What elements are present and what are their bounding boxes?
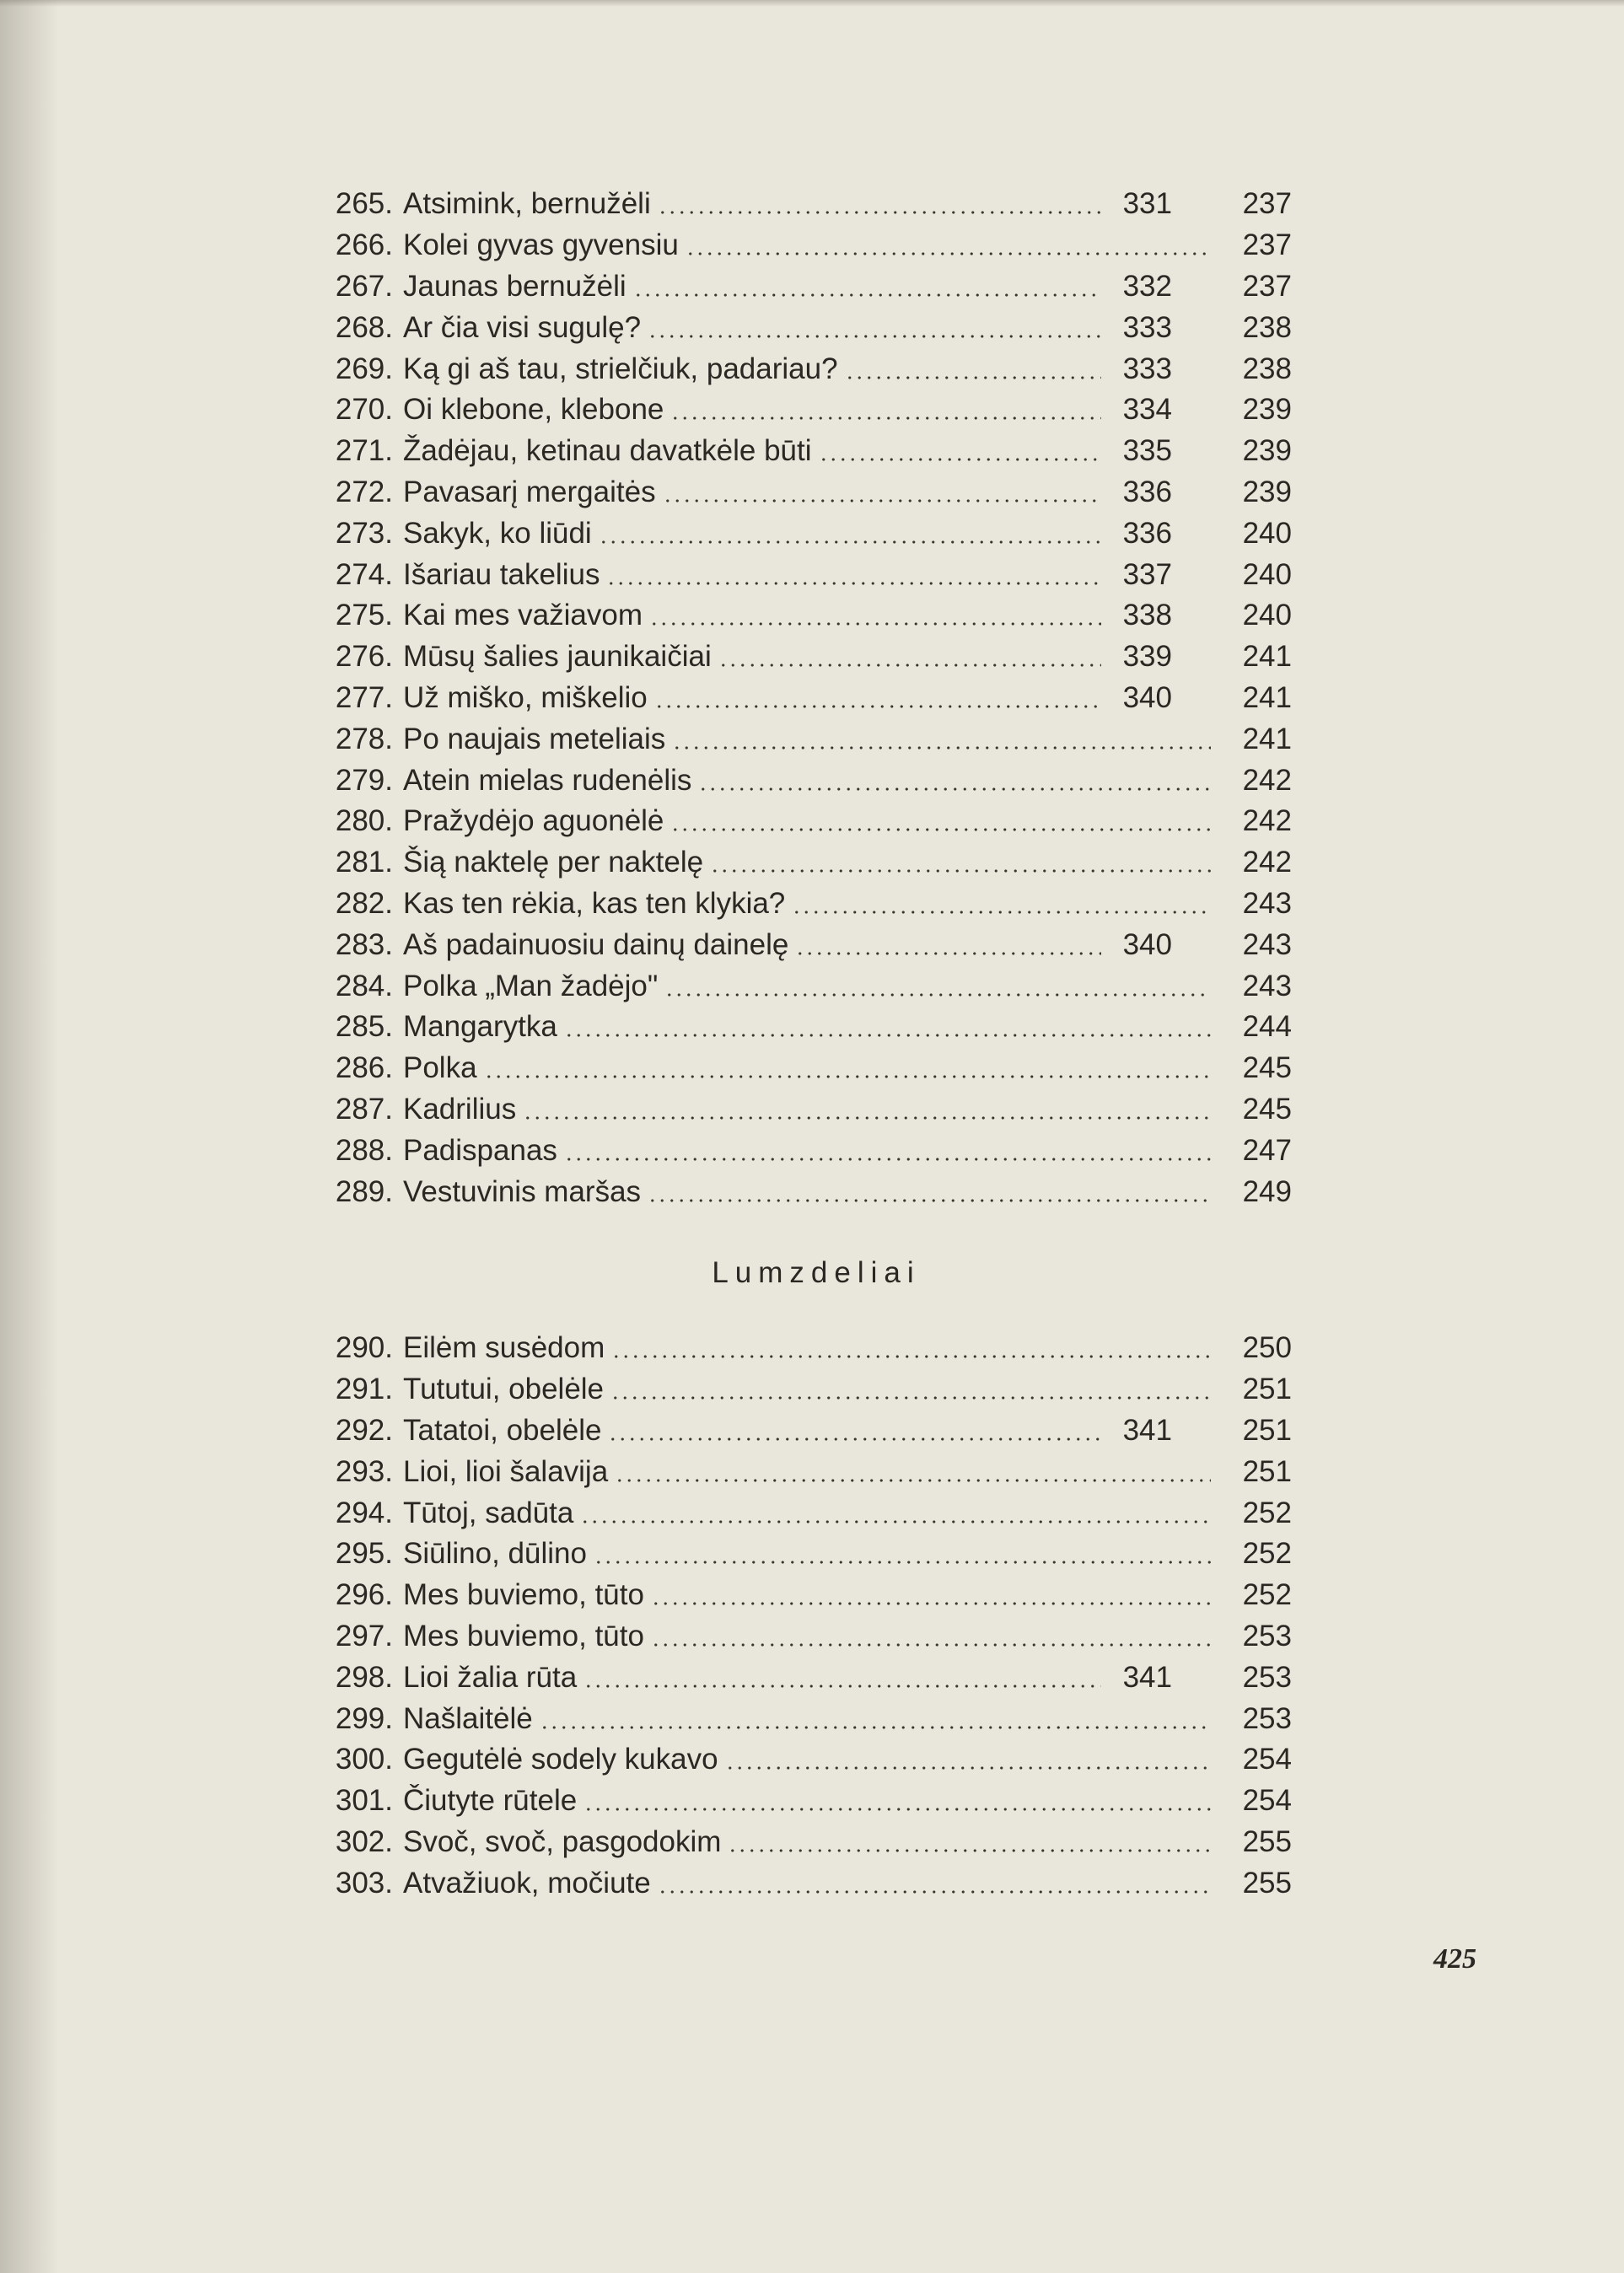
item-page: 243	[1242, 969, 1292, 1002]
dot-leader	[845, 373, 1101, 382]
item-number: 297.	[335, 1619, 393, 1652]
item-page: 253	[1242, 1660, 1292, 1694]
item-title: Kadrilius	[403, 1092, 517, 1126]
list-item	[314, 266, 1292, 308]
item-title: Mes buviemo, tūto	[403, 1578, 644, 1612]
list-item	[314, 1534, 1292, 1575]
list-item	[314, 390, 1292, 431]
item-page: 252	[1242, 1496, 1292, 1529]
item-number: 284.	[335, 969, 393, 1002]
item-page: 252	[1242, 1537, 1292, 1571]
item-reference-page: 336	[1122, 475, 1172, 508]
list-item	[314, 348, 1292, 390]
item-page: 241	[1242, 680, 1292, 714]
list-item	[314, 637, 1292, 678]
item-page: 239	[1242, 475, 1292, 508]
item-title: Tūtoj, sadūta	[403, 1496, 574, 1529]
item-title: Kai mes važiavom	[403, 599, 643, 632]
item-reference-page: 333	[1122, 310, 1172, 344]
list-item	[314, 472, 1292, 513]
item-number: 285.	[335, 1010, 393, 1044]
list-item	[314, 965, 1292, 1007]
item-page: 251	[1242, 1454, 1292, 1488]
item-title: Šią naktelę per naktelę	[403, 846, 704, 879]
list-item	[314, 1822, 1292, 1863]
item-reference-page: 340	[1122, 927, 1172, 961]
dot-leader	[608, 1435, 1101, 1443]
item-page: 239	[1242, 434, 1292, 468]
item-number: 300.	[335, 1743, 393, 1776]
item-reference-page: 341	[1122, 1660, 1172, 1694]
dot-leader	[795, 949, 1101, 958]
list-item	[314, 431, 1292, 472]
item-number: 292.	[335, 1413, 393, 1447]
item-page: 240	[1242, 516, 1292, 550]
item-page: 254	[1242, 1743, 1292, 1776]
list-item	[314, 1048, 1292, 1089]
list-item	[314, 718, 1292, 760]
list-item	[314, 513, 1292, 554]
dot-leader	[710, 867, 1211, 875]
dot-leader	[728, 1846, 1211, 1855]
item-page: 245	[1242, 1051, 1292, 1085]
item-title: Svoč, svoč, pasgodokim	[403, 1824, 722, 1858]
item-number: 299.	[335, 1701, 393, 1735]
list-item	[314, 842, 1292, 884]
item-reference-page: 339	[1122, 640, 1172, 674]
item-title: Kolei gyvas gyvensiu	[403, 228, 679, 262]
page-edge-shadow	[0, 0, 59, 2273]
list-item	[314, 1492, 1292, 1534]
item-title: Pavasarį mergaitės	[403, 475, 656, 508]
item-number: 295.	[335, 1537, 393, 1571]
item-page: 254	[1242, 1784, 1292, 1818]
item-page: 244	[1242, 1010, 1292, 1044]
item-number: 303.	[335, 1866, 393, 1900]
item-page: 251	[1242, 1373, 1292, 1406]
item-title: Našlaitėlė	[403, 1701, 533, 1735]
list-item	[314, 884, 1292, 925]
item-page: 241	[1242, 722, 1292, 755]
dot-leader	[792, 908, 1211, 916]
dot-leader	[651, 1641, 1211, 1649]
item-number: 280.	[335, 804, 393, 838]
item-title: Žadėjau, ketinau davatkėle būti	[403, 434, 812, 468]
dot-leader	[583, 1805, 1211, 1814]
item-number: 290.	[335, 1331, 393, 1365]
item-title: Išariau takelius	[403, 557, 600, 591]
list-item	[314, 1781, 1292, 1822]
list-item	[314, 1007, 1292, 1048]
item-page: 238	[1242, 310, 1292, 344]
list-item	[314, 801, 1292, 842]
item-number: 293.	[335, 1454, 393, 1488]
dot-leader	[670, 414, 1101, 422]
item-title: Pražydėjo aguonėlė	[403, 804, 664, 838]
item-title: Atvažiuok, močiute	[403, 1866, 651, 1900]
item-reference-page: 337	[1122, 557, 1172, 591]
item-title: Sakyk, ko liūdi	[403, 516, 592, 550]
item-number: 269.	[335, 352, 393, 385]
dot-leader	[672, 744, 1211, 752]
dot-leader	[633, 291, 1101, 299]
list-item	[314, 1575, 1292, 1616]
item-title: Už miško, miškelio	[403, 680, 648, 714]
dot-leader	[819, 455, 1102, 464]
item-number: 289.	[335, 1174, 393, 1208]
item-reference-page: 340	[1122, 680, 1172, 714]
item-number: 267.	[335, 269, 393, 303]
item-title: Vestuvinis maršas	[403, 1174, 642, 1208]
item-page: 243	[1242, 886, 1292, 920]
dot-leader	[583, 1682, 1101, 1690]
item-page: 247	[1242, 1133, 1292, 1167]
item-page: 239	[1242, 393, 1292, 427]
dot-leader	[725, 1764, 1211, 1772]
item-title: Po naujais meteliais	[403, 722, 666, 755]
item-number: 279.	[335, 763, 393, 797]
list-item	[314, 1616, 1292, 1658]
page-top-edge	[0, 0, 1624, 7]
item-number: 271.	[335, 434, 393, 468]
list-item	[314, 1369, 1292, 1411]
item-title: Atsimink, bernužėli	[403, 187, 651, 221]
item-title: Eilėm susėdom	[403, 1331, 605, 1365]
item-page: 242	[1242, 846, 1292, 879]
item-number: 291.	[335, 1373, 393, 1406]
item-number: 273.	[335, 516, 393, 550]
item-page: 240	[1242, 557, 1292, 591]
list-item	[314, 1657, 1292, 1698]
list-item	[314, 1171, 1292, 1212]
item-title: Tatatoi, obelėle	[403, 1413, 602, 1447]
item-title: Mūsų šalies jaunikaičiai	[403, 640, 712, 674]
item-number: 268.	[335, 310, 393, 344]
item-title: Lioi žalia rūta	[403, 1660, 578, 1694]
list-item	[314, 225, 1292, 266]
item-page: 242	[1242, 804, 1292, 838]
list-item	[314, 760, 1292, 801]
item-page: 241	[1242, 640, 1292, 674]
dot-leader	[564, 1031, 1211, 1040]
item-title: Atein mielas rudenėlis	[403, 763, 692, 797]
item-title: Jaunas bernužėli	[403, 269, 626, 303]
item-title: Ar čia visi sugulę?	[403, 310, 642, 344]
item-reference-page: 341	[1122, 1413, 1172, 1447]
item-title: Kas ten rėkia, kas ten klykia?	[403, 886, 786, 920]
item-title: Polka	[403, 1051, 477, 1085]
item-page: 242	[1242, 763, 1292, 797]
dot-leader	[686, 250, 1211, 258]
item-title: Aš padainuosiu dainų dainelę	[403, 927, 789, 961]
item-page: 251	[1242, 1413, 1292, 1447]
dot-leader	[615, 1476, 1211, 1485]
list-item	[314, 307, 1292, 348]
dot-leader	[594, 1558, 1211, 1566]
item-number: 298.	[335, 1660, 393, 1694]
item-number: 281.	[335, 846, 393, 879]
contents-list-bottom	[314, 1328, 1292, 1904]
item-page: 250	[1242, 1331, 1292, 1365]
dot-leader	[663, 497, 1101, 505]
dot-leader	[564, 1155, 1211, 1163]
item-number: 270.	[335, 393, 393, 427]
item-number: 294.	[335, 1496, 393, 1529]
item-reference-page: 338	[1122, 599, 1172, 632]
list-item	[314, 1739, 1292, 1781]
dot-leader	[658, 208, 1101, 217]
item-title: Tututui, obelėle	[403, 1373, 605, 1406]
dot-leader	[540, 1723, 1211, 1732]
dot-leader	[580, 1518, 1211, 1526]
section-heading: Lumzdeliai	[712, 1256, 921, 1289]
list-item	[314, 1089, 1292, 1131]
item-page: 253	[1242, 1701, 1292, 1735]
item-reference-page: 331	[1122, 187, 1172, 221]
item-page: 238	[1242, 352, 1292, 385]
item-page: 237	[1242, 187, 1292, 221]
item-title: Padispanas	[403, 1133, 557, 1167]
item-number: 265.	[335, 187, 393, 221]
dot-leader	[664, 991, 1211, 999]
item-number: 302.	[335, 1824, 393, 1858]
item-title: Ką gi aš tau, strielčiuk, padariau?	[403, 352, 838, 385]
list-item	[314, 924, 1292, 965]
item-reference-page: 333	[1122, 352, 1172, 385]
item-number: 278.	[335, 722, 393, 755]
dot-leader	[649, 620, 1101, 628]
item-page: 237	[1242, 228, 1292, 262]
item-title: Oi klebone, klebone	[403, 393, 664, 427]
item-page: 240	[1242, 599, 1292, 632]
dot-leader	[523, 1114, 1211, 1122]
dot-leader	[654, 702, 1101, 711]
list-item	[314, 554, 1292, 595]
item-number: 276.	[335, 640, 393, 674]
item-title: Mes buviemo, tūto	[403, 1619, 644, 1652]
item-title: Lioi, lioi šalavija	[403, 1454, 609, 1488]
dot-leader	[599, 538, 1101, 546]
dot-leader	[698, 785, 1211, 793]
dot-leader	[718, 661, 1101, 669]
dot-leader	[648, 1196, 1211, 1205]
item-title: Čiutyte rūtele	[403, 1784, 578, 1818]
list-item	[314, 1130, 1292, 1171]
item-page: 249	[1242, 1174, 1292, 1208]
item-page: 255	[1242, 1866, 1292, 1900]
item-reference-page: 336	[1122, 516, 1172, 550]
item-number: 282.	[335, 886, 393, 920]
dot-leader	[606, 579, 1101, 588]
item-number: 286.	[335, 1051, 393, 1085]
item-page: 243	[1242, 927, 1292, 961]
list-item	[314, 1698, 1292, 1739]
item-reference-page: 335	[1122, 434, 1172, 468]
page-number: 425	[1433, 1943, 1476, 1975]
list-item	[314, 1328, 1292, 1369]
item-number: 277.	[335, 680, 393, 714]
item-number: 274.	[335, 557, 393, 591]
list-item	[314, 1411, 1292, 1452]
item-title: Mangarytka	[403, 1010, 557, 1044]
item-number: 288.	[335, 1133, 393, 1167]
dot-leader	[651, 1599, 1211, 1608]
item-number: 301.	[335, 1784, 393, 1818]
item-page: 245	[1242, 1092, 1292, 1126]
item-page: 255	[1242, 1824, 1292, 1858]
dot-leader	[648, 332, 1101, 341]
dot-leader	[610, 1394, 1211, 1402]
dot-leader	[658, 1888, 1211, 1896]
list-item	[314, 1451, 1292, 1492]
dot-leader	[484, 1072, 1211, 1081]
item-number: 266.	[335, 228, 393, 262]
item-number: 296.	[335, 1578, 393, 1612]
item-title: Siūlino, dūlino	[403, 1537, 587, 1571]
item-reference-page: 332	[1122, 269, 1172, 303]
item-number: 287.	[335, 1092, 393, 1126]
item-reference-page: 334	[1122, 393, 1172, 427]
item-number: 272.	[335, 475, 393, 508]
item-page: 253	[1242, 1619, 1292, 1652]
item-title: Polka „Man žadėjo"	[403, 969, 659, 1002]
item-page: 237	[1242, 269, 1292, 303]
list-item	[314, 184, 1292, 225]
dot-leader	[611, 1352, 1211, 1361]
item-number: 283.	[335, 927, 393, 961]
list-item	[314, 678, 1292, 719]
item-number: 275.	[335, 599, 393, 632]
dot-leader	[670, 825, 1211, 834]
list-item	[314, 595, 1292, 637]
item-page: 252	[1242, 1578, 1292, 1612]
list-item	[314, 1862, 1292, 1904]
item-title: Gegutėlė sodely kukavo	[403, 1743, 718, 1776]
contents-list-top	[314, 184, 1292, 1212]
